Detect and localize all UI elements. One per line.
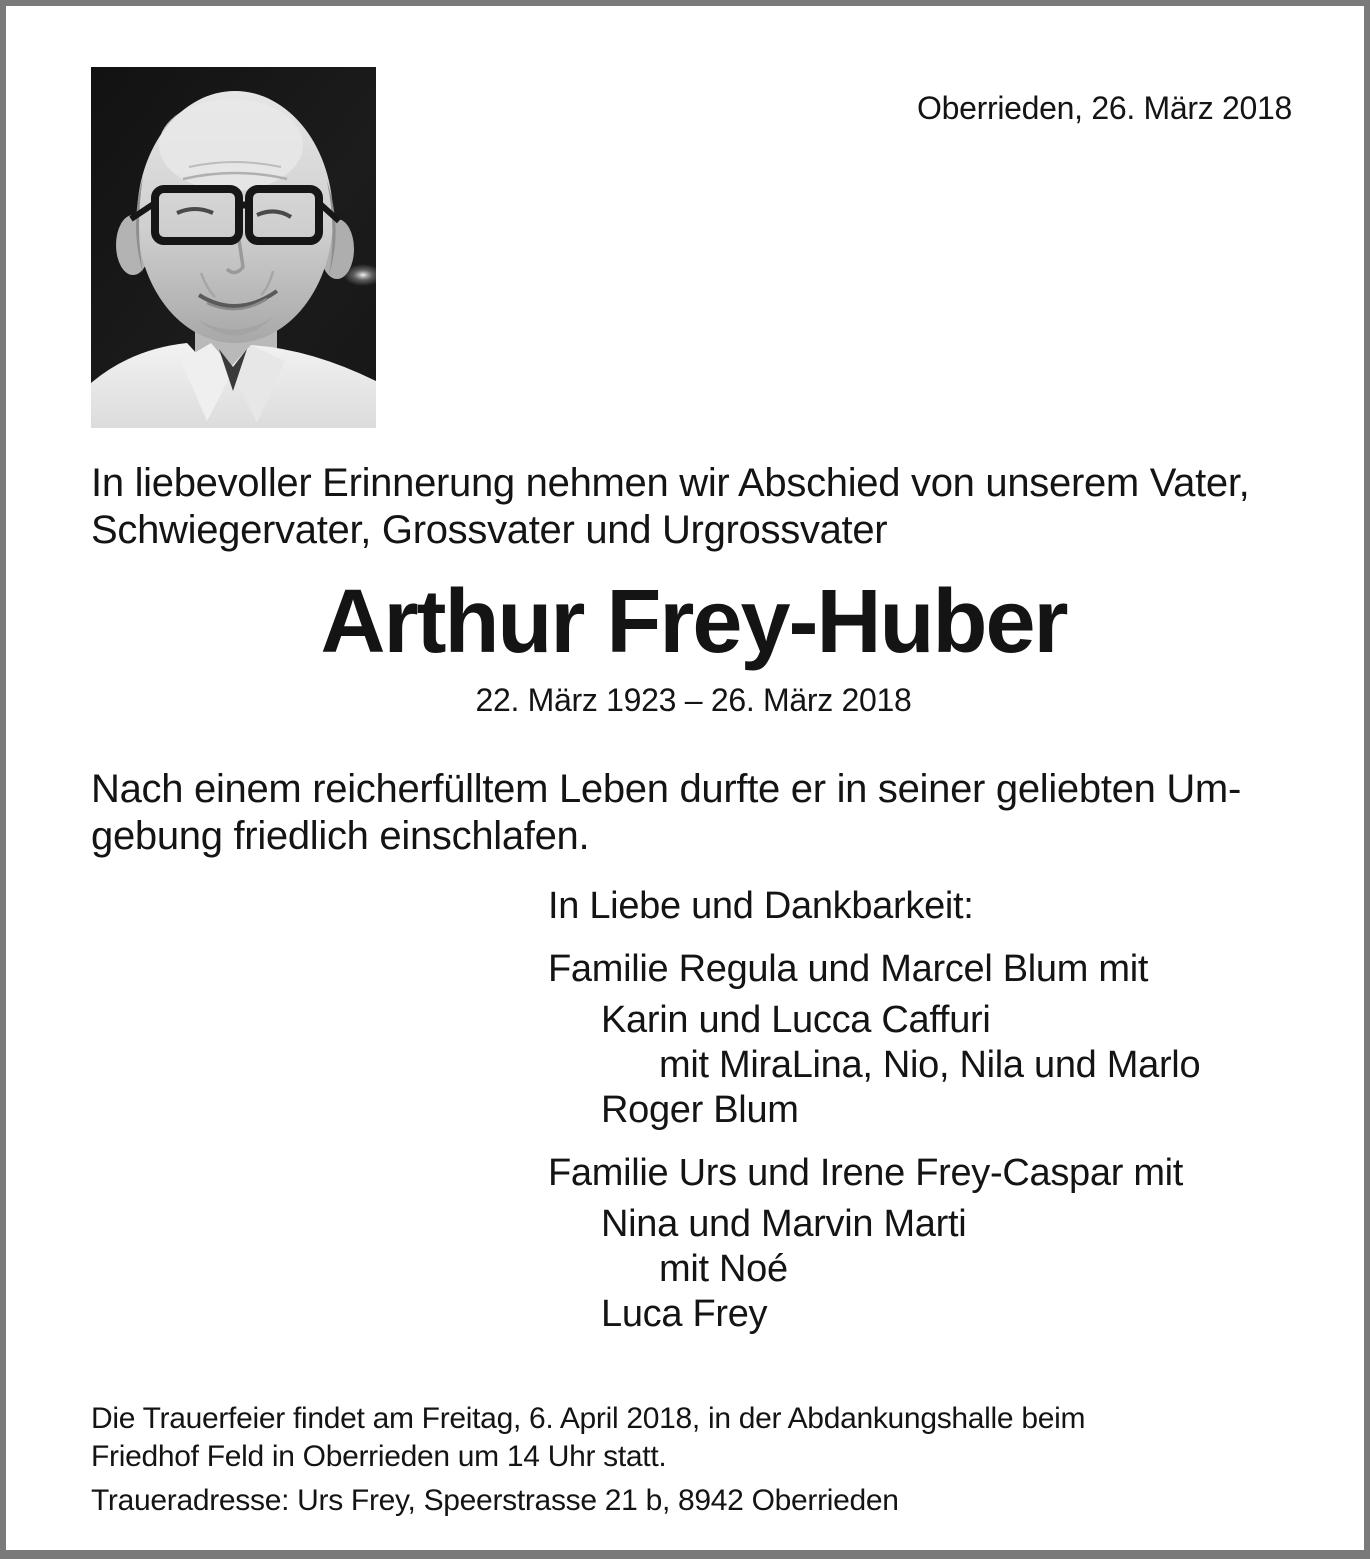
body-paragraph [91,766,1241,860]
mourners-block [548,884,1200,1337]
portrait-photo [91,67,376,428]
funeral-info [91,1400,1085,1520]
family-line: Familie Regula und Marcel Blum mit [548,948,1149,990]
family-line: mit MiraLina, Nio, Nila und Marlo [659,1044,1201,1086]
intro-line: In liebevoller Erinnerung nehmen wir Abschied von unserem Vater, [91,461,1250,505]
family-line: Luca Frey [601,1293,768,1335]
family-line: Roger Blum [601,1089,799,1131]
family-line: Karin und Lucca Caffuri [601,999,991,1041]
portrait-photo-graphic [91,67,376,428]
salutation: In Liebe und Dankbarkeit: [548,885,974,927]
place-dateline: Oberrieden, 26. März 2018 [917,90,1292,126]
family-line: Familie Urs und Irene Frey-Caspar mit [548,1152,1184,1194]
family-line: Nina und Marvin Marti [601,1203,967,1245]
funeral-line: Friedhof Feld in Oberrieden um 14 Uhr statt. [91,1440,667,1473]
funeral-line: Die Trauerfeier findet am Freitag, 6. April 2018, in der Abdankungshalle beim [91,1402,1086,1435]
intro-paragraph [91,460,1250,554]
mourning-address: Traueradresse: Urs Frey, Speerstrasse 21 b, 8942 Oberrieden [91,1484,899,1517]
body-line: Nach einem reicherfülltem Leben durfte er in seiner geliebten Um- [91,767,1241,811]
family-line: mit Noé [659,1248,788,1290]
deceased-name: Arthur Frey-Huber [320,572,1067,672]
intro-line: Schwiegervater, Grossvater und Urgrossvater [91,508,888,552]
body-line: gebung friedlich einschlafen. [91,814,590,858]
life-dates: 22. März 1923 – 26. März 2018 [475,682,912,718]
